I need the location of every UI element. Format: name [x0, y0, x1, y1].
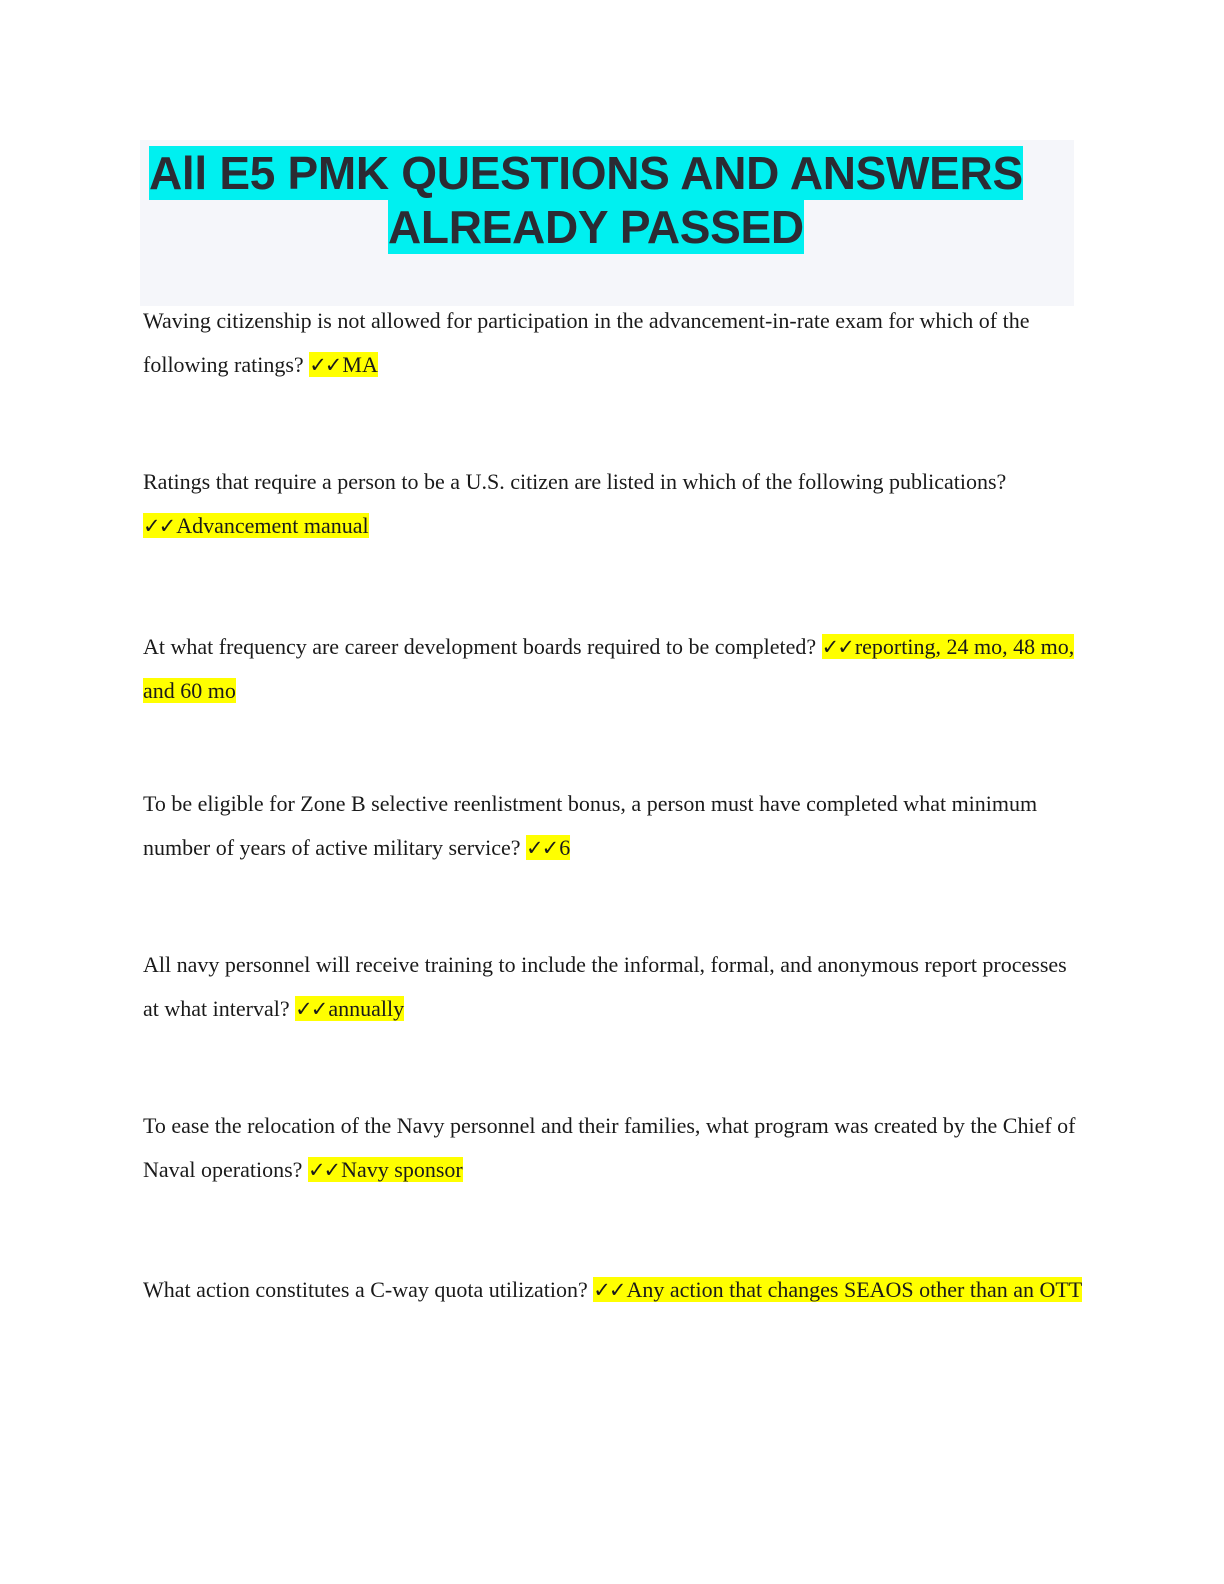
double-check-icon: ✓✓ — [295, 997, 327, 1021]
answer-highlight — [295, 996, 404, 1021]
question-text: To be eligible for Zone B selective reenlistment bonus, a person must have completed what minimum number of years of active military service? — [143, 791, 1038, 860]
double-check-icon: ✓✓ — [821, 635, 853, 659]
double-check-icon: ✓✓ — [307, 1158, 340, 1182]
question-text: To ease the relocation of the Navy personnel and their families, what program was created by the Chief of Naval operations? — [143, 1113, 1076, 1182]
question-text: Waving citizenship is not allowed for participation in the advancement-in-rate exam for which of the following ratings? — [143, 308, 1030, 377]
question-text: Ratings that require a person to be a U.S. citizen are listed in which of the following publications? — [143, 469, 1007, 494]
title-block — [140, 140, 1074, 306]
answer-text: Navy sponsor — [341, 1157, 463, 1182]
answer-text: Advancement manual — [176, 513, 369, 538]
qa-item — [143, 625, 1083, 713]
qa-item — [143, 299, 1083, 387]
document-title-line-1: All E5 PMK QUESTIONS AND ANSWERS — [149, 147, 1023, 199]
qa-item — [143, 943, 1083, 1031]
qa-item — [143, 782, 1083, 870]
document-title-line-2: ALREADY PASSED — [388, 201, 804, 253]
answer-text: reporting, 24 mo, 48 mo, and 60 mo — [143, 634, 1075, 703]
answer-highlight — [526, 835, 570, 860]
question-text: What action constitutes a C-way quota utilization? — [143, 1277, 588, 1302]
answer-text: MA — [342, 352, 378, 377]
answer-highlight — [593, 1277, 1082, 1302]
qa-item — [143, 1268, 1083, 1312]
double-check-icon: ✓✓ — [309, 353, 341, 377]
qa-item — [143, 1104, 1083, 1192]
double-check-icon: ✓✓ — [593, 1278, 625, 1302]
question-text: At what frequency are career development boards required to be completed? — [143, 634, 817, 659]
double-check-icon: ✓✓ — [143, 514, 175, 538]
answer-text: Any action that changes SEAOS other than an OTT — [626, 1277, 1083, 1302]
answer-text: annually — [328, 996, 405, 1021]
answer-highlight — [309, 352, 378, 377]
answer-highlight — [308, 1157, 463, 1182]
question-text: All navy personnel will receive training to include the informal, formal, and anonymous report processes at what interval? — [143, 952, 1067, 1021]
qa-item — [143, 460, 1083, 548]
answer-text: 6 — [559, 835, 571, 860]
answer-highlight — [143, 513, 369, 538]
double-check-icon: ✓✓ — [526, 836, 558, 860]
